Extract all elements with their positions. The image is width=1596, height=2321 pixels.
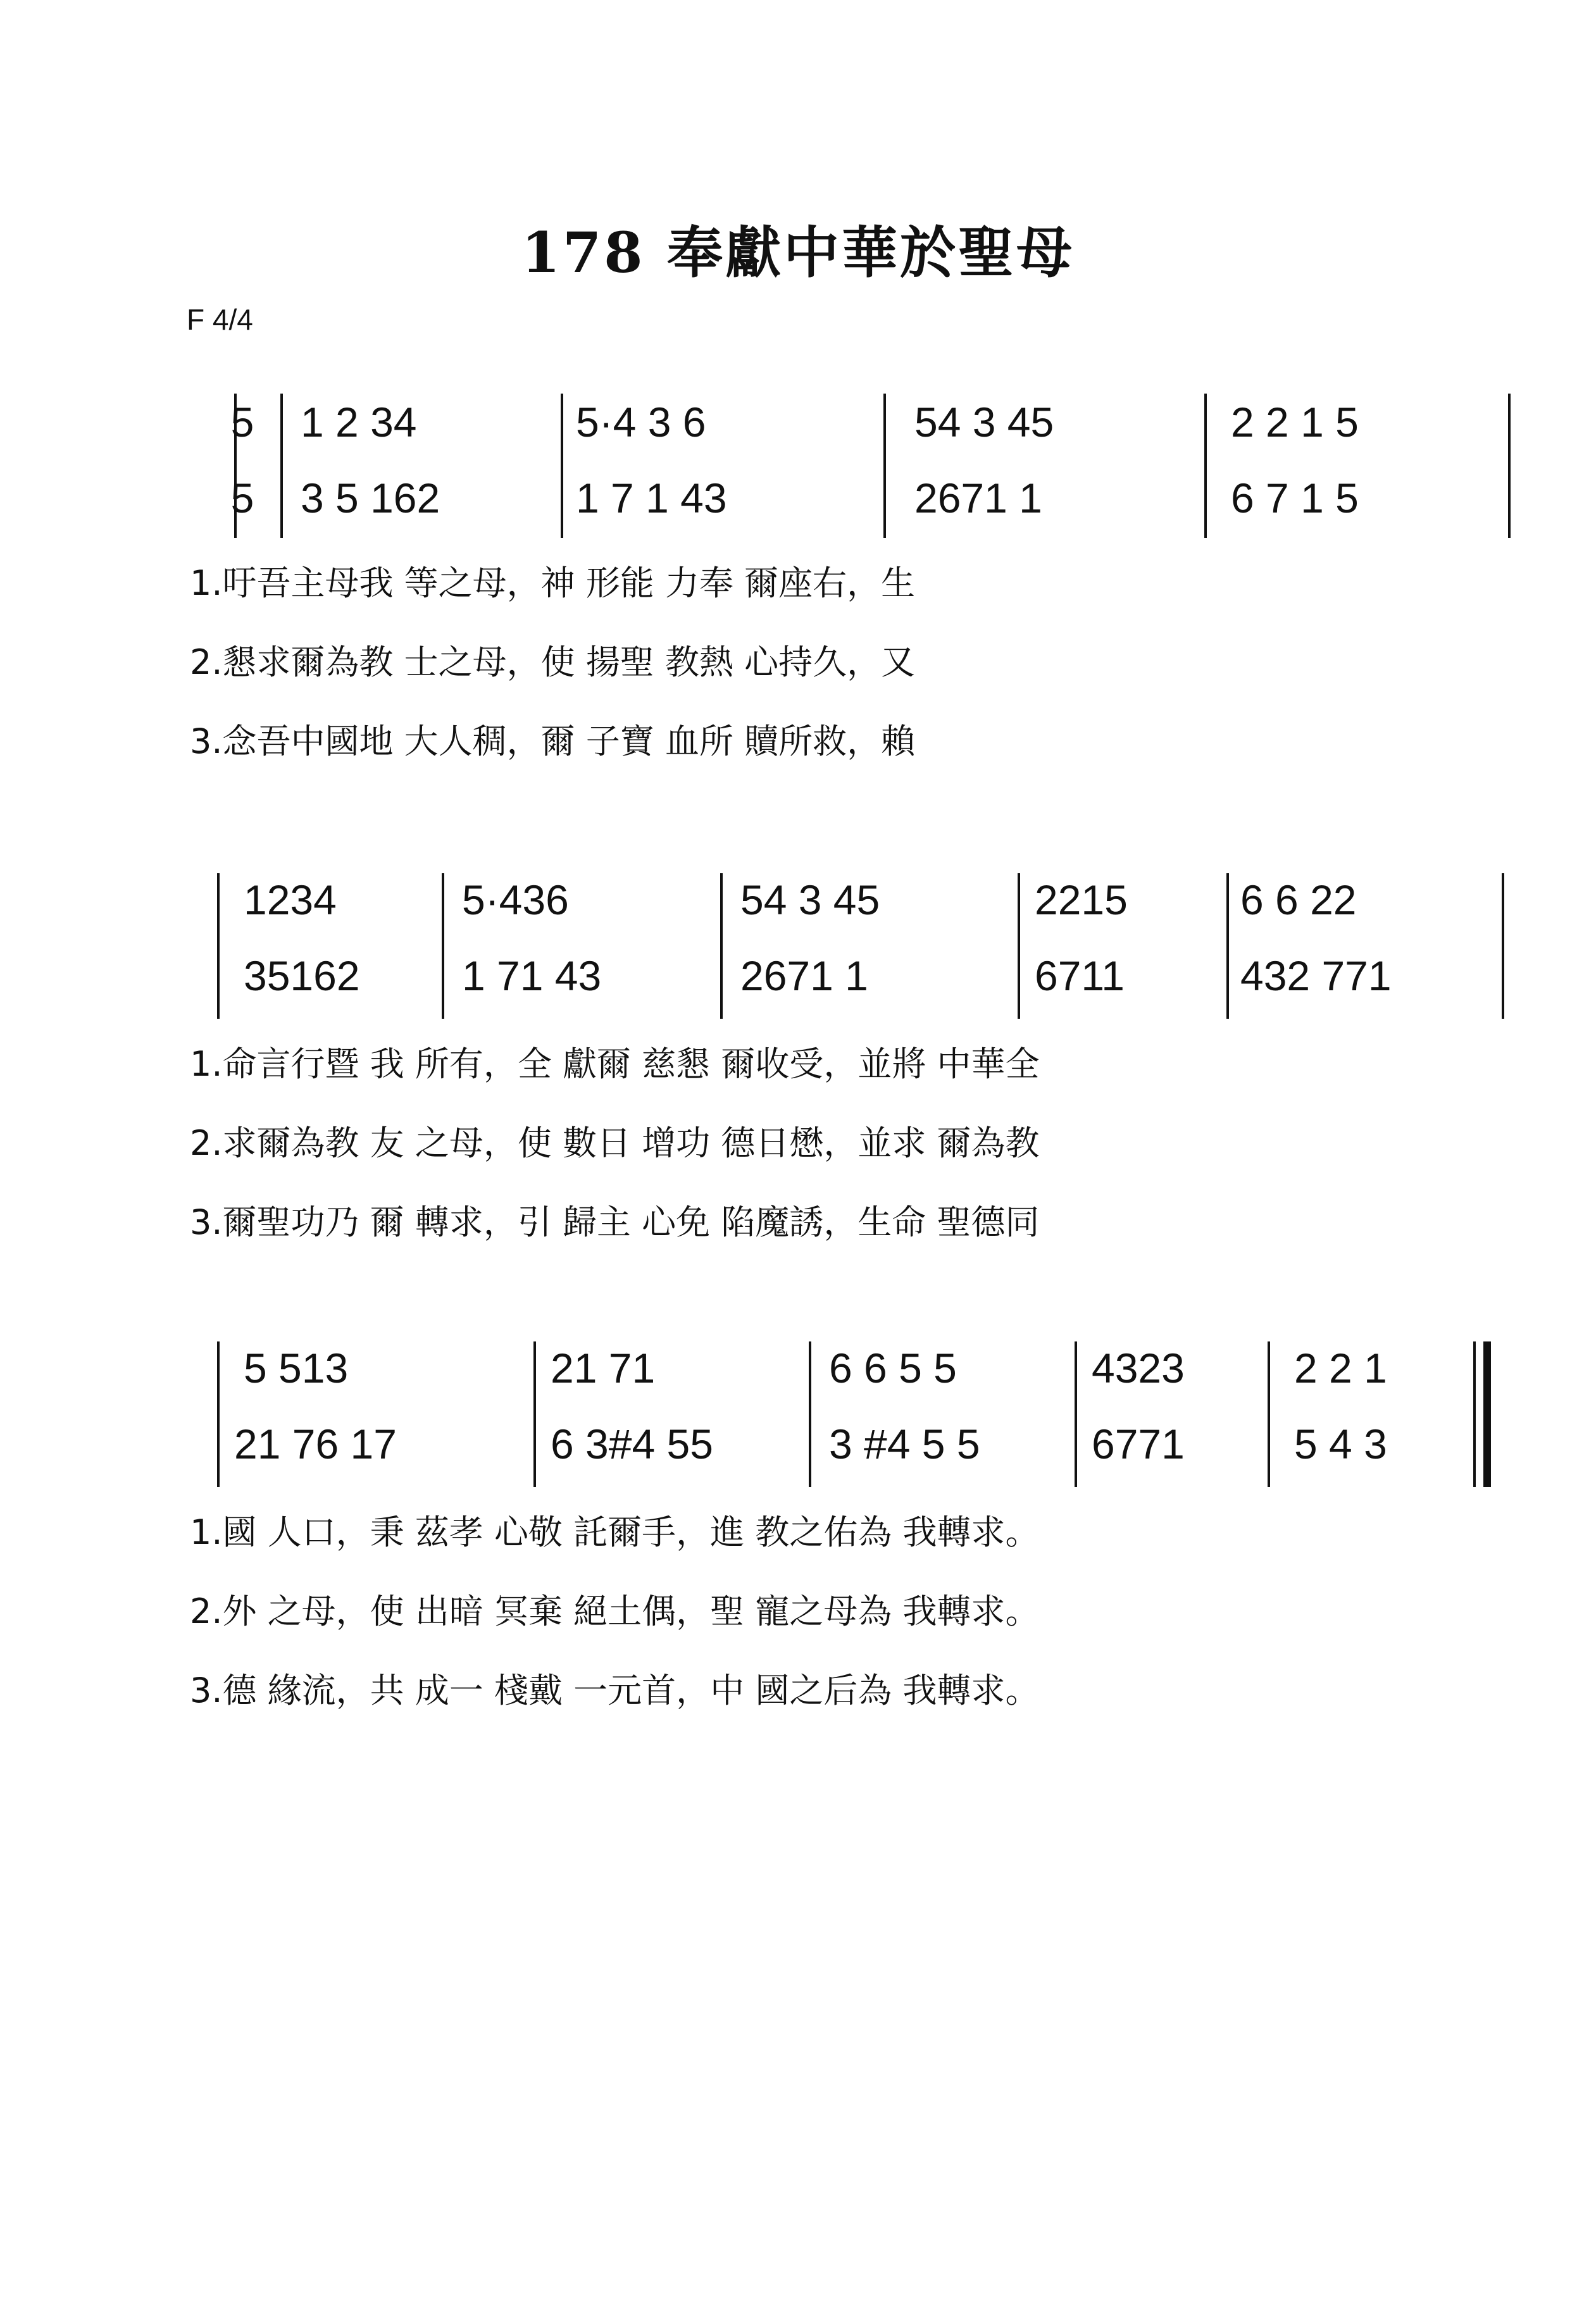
harmony-measure-3: 2671 1 — [914, 475, 1042, 521]
melody-measure-5: 6 6 22 — [1240, 876, 1357, 923]
harmony-measure-4: 6711 — [1035, 952, 1125, 999]
lyric-verse-2: 2.懇求爾為教 士之母，使 揚聖 教熱 心持久，又 — [190, 642, 916, 682]
melody-measure-1: 5 513 — [244, 1345, 349, 1391]
lyric-verse-1: 1.國 人口，秉 茲孝 心敬 託爾手，進 教之佑為 我轉求。 — [190, 1512, 1040, 1552]
harmony-measure-1: 35162 — [244, 952, 360, 999]
harmony-measure-5: 5 4 3 — [1294, 1421, 1387, 1467]
harmony-measure-3: 2671 1 — [740, 952, 868, 999]
melody-measure-3: 54 3 45 — [914, 399, 1054, 445]
melody-measure-4: 2215 — [1035, 876, 1128, 923]
melody-measure-2: 5·4 3 6 — [576, 399, 706, 445]
system-3 — [190, 1341, 1487, 1710]
lyric-verse-3: 3.念吾中國地 大人稠，爾 子寶 血所 贖所救，賴 — [190, 721, 916, 761]
lyric-verse-3: 3.德 緣流，共 成一 棧戴 一元首，中 國之后為 我轉求。 — [190, 1671, 1040, 1710]
system-1 — [190, 394, 1509, 761]
harmony-measure-1: 21 76 17 — [234, 1421, 397, 1467]
melody-measure-2: 21 71 — [551, 1345, 656, 1391]
melody-measure-3: 54 3 45 — [740, 876, 880, 923]
lyric-verse-1: 1.吁吾主母我 等之母，神 形能 力奉 爾座右，生 — [190, 563, 916, 603]
harmony-measure-2: 1 71 43 — [462, 952, 602, 999]
harmony-measure-5: 432 771 — [1240, 952, 1392, 999]
key-signature: F 4/4 — [187, 303, 253, 336]
harmony-measure-3: 3 #4 5 5 — [829, 1421, 980, 1467]
melody-measure-4: 2 2 1 5 — [1231, 399, 1359, 445]
lyric-verse-2: 2.求爾為教 友 之母，使 數日 增功 德日懋，並求 爾為教 — [190, 1123, 1040, 1163]
lyric-verse-1: 1.命言行暨 我 所有，全 獻爾 慈懇 爾收受，並將 中華全 — [190, 1044, 1040, 1084]
harmony-measure-1: 3 5 162 — [301, 475, 440, 521]
harmony-measure-2: 1 7 1 43 — [576, 475, 727, 521]
harmony-measure-4: 6 7 1 5 — [1231, 475, 1359, 521]
melody-pickup: 5 — [230, 399, 254, 445]
harmony-measure-2: 6 3#4 55 — [551, 1421, 713, 1467]
melody-measure-4: 4323 — [1092, 1345, 1185, 1391]
melody-measure-1: 1 2 34 — [301, 399, 417, 445]
melody-measure-1: 1234 — [244, 876, 337, 923]
melody-measure-2: 5·436 — [462, 876, 569, 923]
system-2 — [190, 873, 1503, 1242]
lyric-verse-3: 3.爾聖功乃 爾 轉求，引 歸主 心免 陷魔誘，生命 聖德同 — [190, 1202, 1040, 1242]
lyric-verse-2: 2.外 之母，使 出暗 冥棄 絕土偶，聖 寵之母為 我轉求。 — [190, 1591, 1040, 1631]
harmony-pickup: 5 — [230, 475, 254, 521]
melody-measure-3: 6 6 5 5 — [829, 1345, 957, 1391]
harmony-measure-4: 6771 — [1092, 1421, 1185, 1467]
melody-measure-5: 2 2 1 — [1294, 1345, 1387, 1391]
hymn-title: 178 奉獻中華於聖母 — [521, 220, 1075, 285]
